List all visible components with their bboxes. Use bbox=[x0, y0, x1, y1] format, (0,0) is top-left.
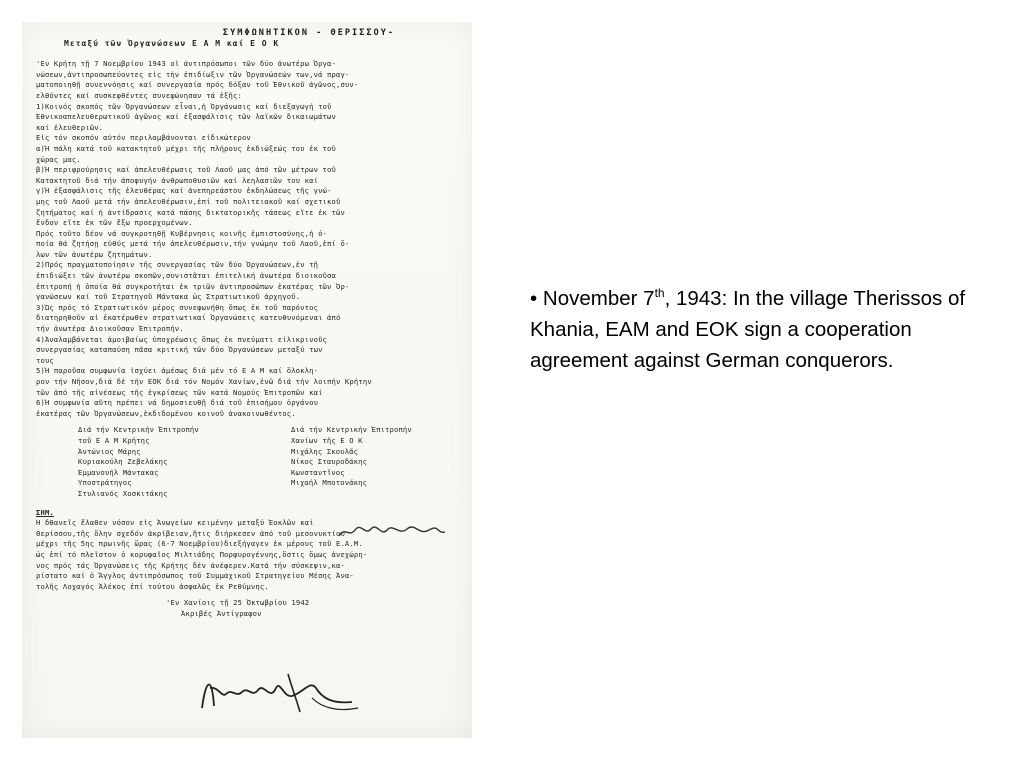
bullet-date-suffix: th bbox=[654, 286, 665, 301]
document-line: ζητήματος καί ἡ ἀντίδρασις κατά πάσης δικτατορικῆς τάσεως εἴτε ἐκ τῶν bbox=[36, 207, 345, 217]
document-line: χώρας μας. bbox=[36, 154, 81, 164]
document-line: ἔνδον εἴτε ἐκ τῶν ἔξω προερχομένων. bbox=[36, 218, 193, 228]
document-text bbox=[36, 28, 462, 732]
document-line: ρον τήν Νῆσον,διά δέ τήν ΕΟΚ διά τόν Νομόν Χανίων,ἐνῶ διά τήν λοιπήν Κρήτην bbox=[36, 377, 372, 386]
document-line: β)Ἡ περιφρούρησις καί ἀπελευθέρωσις τοῦ Λαοῦ μας ἀπό τῶν μέτρων τοῦ bbox=[36, 165, 336, 175]
document-line: γ)Ἡ ἐξασφάλισις τῆς ἐλευθέρας καί ἀνεπηρεάστου ἐκδηλώσεως τῆς γνώ- bbox=[36, 186, 332, 196]
note-line: Θερίσσου,τῆς ὅλην σχεδόν ἀκρίβειαν,ἥτις διήρκεσεν ἀπό τοῦ μεσονυκτίου bbox=[36, 528, 345, 538]
document-line: Ἐθνικοαπελευθερωτικοῦ ἀγῶνος καί ἐξασφάλισις τῶν λαϊκῶν δικαιωμάτων bbox=[36, 112, 336, 122]
document-line: 'Εν Κρήτη τῇ 7 Νοεμβρίου 1943 οἱ ἀντιπρόσωποι τῶν δύο ἀνωτέρω Ὀργα- bbox=[36, 59, 336, 69]
handwritten-signature bbox=[192, 668, 362, 718]
signature-line: Μιχάλης Σκουλᾶς bbox=[291, 446, 359, 456]
document-line: Εἰς τόν σκοπόν αὐτόν περιλαμβάνονται εἰδικώτερον bbox=[36, 133, 251, 143]
document-line: νώσεων,ἀντιπροσωπεύοντες εἰς τὴν ἐπιδίωξιν τῶν Ὀργανώσεών των,νά πραγ- bbox=[36, 69, 350, 79]
note-line: μέχρι τῆς 5ης πρωινῆς ὥρας (6-7 Νοεμβρίου)διεξήγαγεν ἐκ μέρους τοῦ Ε.Α.Μ. bbox=[36, 539, 363, 549]
scanned-document-image bbox=[22, 22, 472, 738]
note-line: Ἡ δθανεῖς ἔλαθεν νόσον εἰς Ἀνωγείων κειμένην μεταξύ Ἑοκλῶν καί bbox=[36, 518, 314, 528]
signature-block bbox=[36, 425, 462, 499]
document-line: ματοποιηθῇ συνεννόησις καί συνεργασία πρός δόξαν τοῦ Ἐθνικοῦ ἀγῶνος,συν- bbox=[36, 80, 359, 90]
document-line: ποία θά ζητήσῃ εὐθύς μετά τήν ἀπελευθέρωσιν,τήν γνώμην τοῦ Λαοῦ,ἐπί ὅ- bbox=[36, 239, 350, 249]
signature-line: Χανίων τῆς Ε Ο Κ bbox=[291, 435, 363, 445]
document-line: καί ἐλευθεριῶν. bbox=[36, 122, 104, 132]
document-line: τήν ἀνωτέρα Διοικοῦσαν Ἐπιτροπήν. bbox=[36, 324, 184, 334]
document-line: ἐπιδιώξει τῶν ἀνωτέρω σκοπῶν,συνιστᾶται ἐπιτελική ἀνωτέρα διοικοῦσα bbox=[36, 271, 336, 281]
document-line: γανώσεων καί τοῦ Στρατηγοῦ Μάντακα ὡς Στρατιωτικοῦ ἀρχηγοῦ. bbox=[36, 292, 301, 302]
document-line: τῶν ἀπό τῆς αἰνέσεως τῆς ἐγκρίσεως τῶν κατά Νομούς Ἐπιτροπῶν καί bbox=[36, 387, 323, 397]
signatures-eok bbox=[249, 425, 462, 499]
place-date: 'Εν Χανίοις τῇ 25 Ὀκτωβρίου 1942 bbox=[166, 598, 310, 608]
document-line: 5)Ἡ παροῦσα συμφωνία ἰσχύει ἀμέσως διά μέν τό Ε Α Μ καί ὅλοκλη- bbox=[36, 366, 319, 376]
bullet-point bbox=[530, 283, 990, 376]
note-title: ΣΗΜ. bbox=[36, 507, 54, 517]
bullet-date: November 7 bbox=[542, 287, 655, 310]
signature-line: Κυριακούλη Ζεβελάκης bbox=[78, 457, 168, 467]
document-line: 4)Ἀναλαμβάνεται ἀμοιβαίως ὑποχρέωσις ὅπως ἐκ πνεύματι εἰλικρινοῦς bbox=[36, 334, 328, 344]
document-line: α)Ἡ πάλη κατά τοῦ κατακτητοῦ μέχρι τῆς πλήρους ἐκδιώξεώς του ἐκ τοῦ bbox=[36, 143, 336, 153]
document-line: 2)Πρός πραγματοποίησιν τῆς συνεργασίας τῶν δύο Ὀργανώσεων,ἐν τῇ bbox=[36, 260, 319, 270]
signature-line: τοῦ Ε Α Μ Κρήτης bbox=[78, 435, 150, 445]
document-line: Πρός τοῦτο δέον νά συγκροτηθῇ Κυβέρνησις κοινῆς ἐμπιστοσύνης,ἡ ὁ- bbox=[36, 228, 328, 238]
document-line: ἑκατέρας τῶν Ὀργανώσεων,ἐκδιδομένου κοινοῦ ἀνακοινωθέντος. bbox=[36, 408, 296, 418]
note-line: νος πρός τάς Ὀργανώσεις τῆς Κρήτης δέν ἀνέφερεν.Κατά τήν σύσκεψιν,κα- bbox=[36, 560, 345, 570]
handwritten-signature-small bbox=[337, 524, 447, 540]
document-subtitle: Μεταξύ τῶν Ὀργανώσεων Ε Α Μ καί Ε Ο Κ bbox=[64, 38, 280, 48]
signature-line: Ἐμμανουήλ Μάντακας bbox=[78, 467, 159, 477]
signature-line: Διά τήν Κεντρικήν Ἐπιτροπήν bbox=[78, 425, 199, 435]
document-line: 1)Κοινός σκοπός τῶν Ὀργανώσεων εἶναι,ἡ Ὀργάνωσις καί διεξαγωγή τοῦ bbox=[36, 101, 332, 111]
document-line: ἐπιτροπή ἡ ὁποία θά συγκροτήται ἐκ τριῶν ἀντιπροσώπων ἑκατέρας τῶν Ὀρ- bbox=[36, 281, 350, 291]
signature-line: Νίκος Σταυροδάκης bbox=[291, 457, 368, 467]
note-line: ὡς ἐπί τό πλεῖστον ὁ κορυφαῖος Μιλτιάδης Πορφυρογέννης,ὅστις ὅμως ἀνεχώρη- bbox=[36, 549, 368, 559]
signature-line: Διά τήν Κεντρικήν Ἐπιτροπήν bbox=[291, 425, 412, 435]
document-body bbox=[36, 59, 462, 419]
note-line: ρίστατο καί ὁ Ἄγγλος ἀντιπρόσωπος τοῦ Συμμαχικοῦ Στρατηγείου Μέσης Ἀνα- bbox=[36, 571, 354, 581]
document-title: ΣΥΜΦΩΝΗΤΙΚΟΝ - ΘΕΡΙΣΣΟΥ- bbox=[222, 28, 396, 38]
bullet-marker: • bbox=[530, 287, 538, 310]
document-line: Κατακτητοῦ διά τήν ἀποφυγήν ἀνθρωποθυσιῶν καί λεηλασιῶν του καί bbox=[36, 175, 319, 185]
certified-copy: Ἀκριβές Ἀντίγραφον bbox=[181, 608, 262, 618]
document-line: 6)Ἡ συμφωνία αὕτη πρέπει νά δημοσιευθῇ διά τοῦ ἐπισήμου ὀργάνου bbox=[36, 398, 319, 408]
document-line: διατηρηθοῦν αἱ ἑκατέρωθεν στρατιωτικαί Ὀργανώσεις κατευθυνόμεναι ἀπό bbox=[36, 313, 341, 323]
signatures-eam bbox=[36, 425, 249, 499]
document-line: συνεργασίας καταπαύση πᾶσα κριτική τῶν δύο Ὀργανώσεων μεταξύ των bbox=[36, 345, 323, 355]
note-line: τολῆς Λοχαγός Ἀλέκος ἐπί τούτου ἀσφαλῶς ἐκ Ρεθύμνης. bbox=[36, 581, 269, 591]
document-line: ελθόντες καί συσκεφθέντες συνεφώνησαν τά ἑξῆς: bbox=[36, 90, 242, 100]
bullet-text: , 1943: In the village Therissos of Khania, EAM and EOK sign a cooperation agreement against German conquerors. bbox=[530, 287, 966, 372]
document-line: λων τῶν ἀνωτέρω ζητημάτων. bbox=[36, 249, 153, 259]
signature-line: Ὑποστράτηγος bbox=[78, 478, 132, 488]
document-line: 3)Ὡς πρός τό Στρατιωτικόν μέρος συνεφωνήθη ὅπως ἐκ τοῦ παρόντος bbox=[36, 302, 319, 312]
signature-line: Ἀντώνιος Μάρης bbox=[78, 446, 141, 456]
signature-line: Στυλιανός Χοσκιτάκης bbox=[78, 488, 168, 498]
document-line: τους bbox=[36, 355, 54, 365]
signature-line: Κωνσταντῖνος bbox=[291, 467, 345, 477]
signature-line: Μιχαήλ Μποτονάκης bbox=[291, 478, 368, 488]
document-line: μης τοῦ Λαοῦ μετά τήν ἀπελευθέρωσιν,ἐπί τοῦ πολιτειακοῦ καί σχετικοῦ bbox=[36, 196, 341, 206]
